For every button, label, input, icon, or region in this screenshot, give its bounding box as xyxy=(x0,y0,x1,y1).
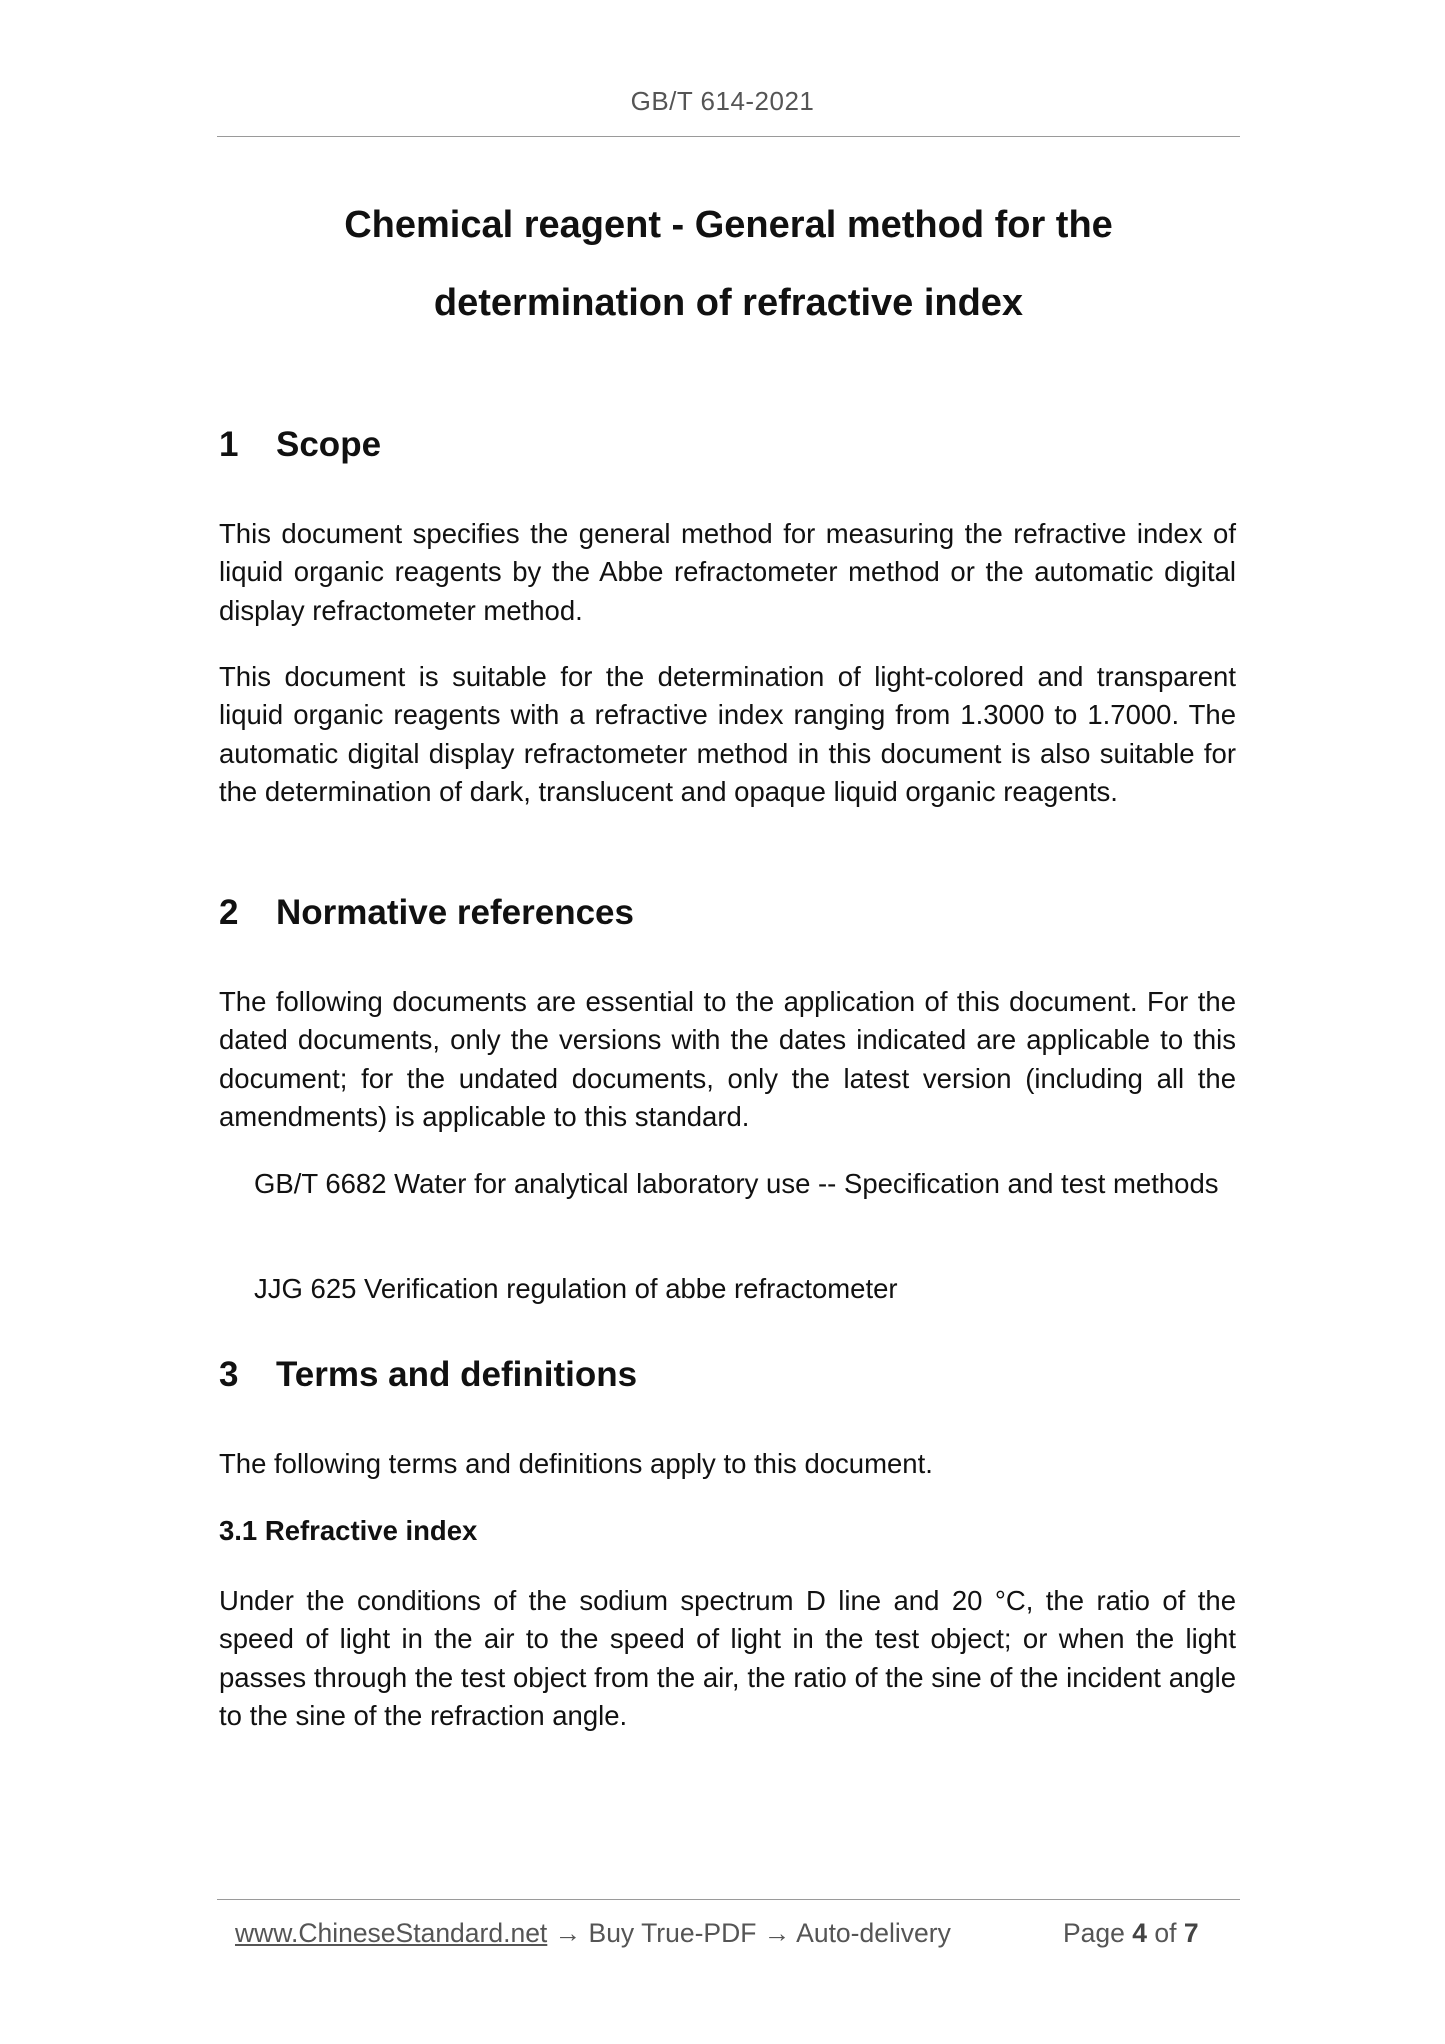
scope-paragraph-1: This document specifies the general method for measuring the refractive index of liquid organic reagents by the Abbe refractometer method or the automatic digital display refractometer method. xyxy=(219,518,1236,626)
section-heading-terms-definitions xyxy=(219,1355,1236,1395)
site-link[interactable]: www.ChineseStandard.net xyxy=(235,1918,548,1948)
footer-divider xyxy=(217,1899,1240,1900)
section-heading-scope xyxy=(219,425,1236,465)
normative-intro-paragraph: The following documents are essential to the application of this document. For the dated documents, only the versions with the dates indicated are applicable to this document; for the undated documents, only the latest version (including all the amendments) is applicable to this standard. xyxy=(219,986,1236,1132)
document-title xyxy=(217,186,1240,342)
section-title: Scope xyxy=(276,425,382,464)
page-indicator xyxy=(1063,1918,1199,1949)
refractive-index-definition: Under the conditions of the sodium spectrum D line and 20 °C, the ratio of the speed of light in the air to the speed of light in the test object; or when the light passes through the test object from the air, the ratio of the sine of the incident angle to the sine of the refraction angle. xyxy=(219,1585,1236,1731)
terms-intro-paragraph: The following terms and definitions apply to this document. xyxy=(219,1448,933,1479)
header-divider xyxy=(217,136,1240,137)
document-title-line-1: Chemical reagent - General method for the xyxy=(344,204,1113,246)
document-title-line-2: determination of refractive index xyxy=(433,282,1024,324)
page-total: 7 xyxy=(1183,1918,1199,1948)
section-title: Terms and definitions xyxy=(276,1355,638,1394)
section-number: 2 xyxy=(219,893,239,932)
reference-item: JJG 625 Verification regulation of abbe refractometer xyxy=(254,1273,898,1304)
page-label: Page xyxy=(1063,1918,1125,1948)
footer-promo xyxy=(235,1918,951,1949)
section-title: Normative references xyxy=(276,893,634,932)
page-footer xyxy=(0,1918,1445,1958)
section-number: 3 xyxy=(219,1355,239,1394)
subsection-heading-refractive-index: 3.1 Refractive index xyxy=(219,1515,478,1546)
promo-text: → Buy True-PDF → Auto-delivery xyxy=(547,1918,951,1948)
reference-item: GB/T 6682 Water for analytical laboratory use -- Specification and test methods xyxy=(254,1168,1219,1199)
page-current: 4 xyxy=(1132,1918,1148,1948)
running-header: GB/T 614-2021 xyxy=(630,86,815,116)
section-number: 1 xyxy=(219,425,239,464)
scope-paragraph-2: This document is suitable for the determination of light-colored and transparent liquid organic reagents with a refractive index ranging from 1.3000 to 1.7000. The automatic digital display refractometer method in this document is also suitable for the determination of dark, translucent and opaque liquid organic reagents. xyxy=(219,661,1236,807)
page-of: of xyxy=(1154,1918,1177,1948)
section-heading-normative-references xyxy=(219,893,1236,933)
